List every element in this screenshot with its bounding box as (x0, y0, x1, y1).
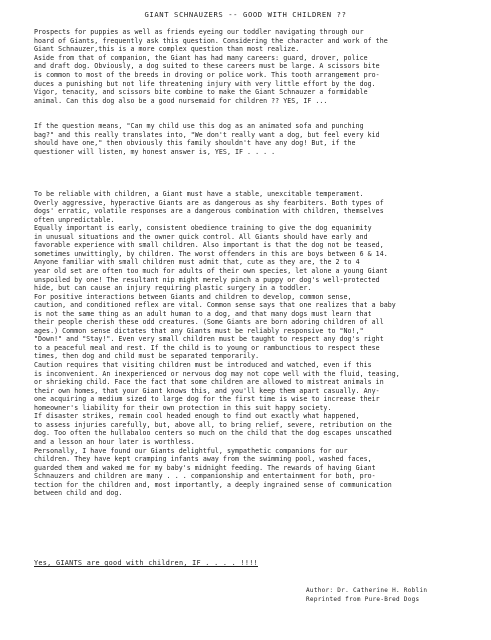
text-line: one acquiring a medium sized to large dog for the first time is wise to increase their (34, 395, 380, 404)
document-title: GIANT SCHNAUZERS -- GOOD WITH CHILDREN ?? (144, 10, 347, 19)
text-line: dogs' erratic, volatile responses are a dangerous combination with children, themselves (34, 207, 384, 216)
text-line: caution, and conditioned reflex are vital. Common sense says that one realizes that a baby (34, 301, 396, 310)
text-line: sometimes unwittingly, by children. The worst offenders in this are boys between 6 & 14. (34, 249, 388, 258)
text-line: between child and dog. (34, 489, 123, 498)
text-line: Giant Schnauzer,this is a more complex question than most realize. (34, 45, 300, 54)
text-line: and draft dog. Obviously, a dog suited to these careers must be large. A scissors bite (34, 62, 380, 71)
text-line: should have one," then obviously this family shouldn't have any dog! But, if the (34, 139, 356, 148)
text-line: Anyone familiar with small children must admit that, cute as they are, the 2 to 4 (34, 258, 360, 267)
text-line: Vigor, tenacity, and scissors bite combine to make the Giant Schnauzer a formidable (34, 88, 368, 97)
text-line: duces a punishing but not life threatening injury with very little effort by the dog. (34, 79, 376, 88)
text-line: in unusual situations and the owner quick control. All Giants should have early and (34, 232, 368, 241)
text-line: tection for the children and, most importantly, a deeply ingrained sense of communication (34, 480, 392, 489)
text-line: If disaster strikes, remain cool headed enough to find out exactly what happened, (34, 412, 360, 421)
author-line: Author: Dr. Catherine H. Roblin (306, 587, 428, 594)
text-line: their own homes, that your Giant knows this, and you'll keep them apart casually. Any- (34, 386, 380, 395)
text-line: to assess injuries carefully, but, above all, to bring relief, severe, retribution on the (34, 420, 392, 429)
text-line: or shrieking child. Face the fact that some children are allowed to mistreat animals in (34, 378, 384, 387)
text-line: animal. Can this dog also be a good nursemaid for children ?? YES, IF ... (34, 96, 328, 105)
text-line: their people cherish these odd creatures. (Some Giants are born adoring children of all (34, 318, 384, 327)
text-line: For positive interactions between Giants and children to develop, common sense, (34, 292, 352, 301)
text-line: "Down!" and "Stay!". Even very small children must be taught to respect any dog's right (34, 335, 384, 344)
text-line: is common to most of the breeds in droving or police work. This tooth arrangement pro- (34, 71, 380, 79)
text-line: Personally, I have found our Giants delightful, sympathetic companions for our (34, 446, 348, 455)
text-line: and a lesson an hour later is worthless. (34, 437, 195, 446)
text-line: guarded them and waked me for my baby's midnight feeding. The rewards of having Giant (34, 463, 376, 472)
text-line: hoard of Giants, frequently ask this question. Considering the character and work of the (34, 36, 388, 45)
text-line: Caution requires that visiting children must be introduced and watched, even if this (34, 361, 372, 369)
text-line: Overly aggressive, hyperactive Giants are as dangerous as shy fearbiters. Both types of (34, 198, 384, 207)
text-line: favorable experience with small children. Also important is that the dog not be teased, (34, 241, 384, 250)
text-line: times, then dog and child must be separated temporarily. (34, 352, 260, 361)
text-line: ages.) Common sense dictates that any Giants must be reliably responsive to "No!," (34, 326, 364, 335)
text-line: year old set are often too much for adults of their own species, let alone a young Giant (34, 266, 388, 275)
source-line: Reprinted from Pure-Bred Dogs (306, 596, 420, 603)
text-line: often unpredictable. (34, 215, 115, 224)
text-line: If the question means, "Can my child use this dog as an animated sofa and punching (34, 122, 364, 130)
text-line: Aside from that of companion, the Giant has had many careers: guard, drover, police (34, 53, 368, 62)
text-line: Equally important is early, consistent obedience training to give the dog equanimity (34, 224, 372, 233)
text-line: is not the same thing as an adult human to a dog, and that many dogs must learn that (34, 309, 372, 318)
text-line: unspoiled by one! The resultant nip might merely pinch a puppy or dog's well-protected (34, 275, 380, 284)
closing-line: Yes, GIANTS are good with children, IF . . . . !!!! (34, 559, 258, 567)
text-line: is inconvenient. An inexperienced or nervous dog may not cope well with the fluid, teasing, (34, 369, 400, 378)
text-line: dog. Too often the hullabaloo centers so much on the child that the dog escapes unscathed (34, 429, 392, 438)
text-line: To be reliable with children, a Giant must have a stable, unexcitable temperament. (34, 190, 364, 198)
text-line: to a peaceful meal and rest. If the child is to young or rambunctious to respect these (34, 343, 380, 352)
text-line: questioner will listen, my honest answer is, YES, IF . . . . (34, 147, 276, 156)
text-line: homeowner's liability for their own protection in this suit happy society. (34, 403, 332, 412)
text-line: bag?" and this really translates into, "We don't really want a dog, but feel every kid (34, 130, 380, 139)
text-line: Schnauzers and children are many . . . companionship and entertainment for both, pro- (34, 472, 376, 481)
text-line: Prospects for puppies as well as friends eyeing our toddler navigating through our (34, 28, 364, 36)
text-line: hide, but can cause an injury requiring plastic surgery in a toddler. (34, 284, 312, 293)
text-line: children. They have kept cramping infants away from the swimming pool, washed faces, (34, 455, 372, 464)
